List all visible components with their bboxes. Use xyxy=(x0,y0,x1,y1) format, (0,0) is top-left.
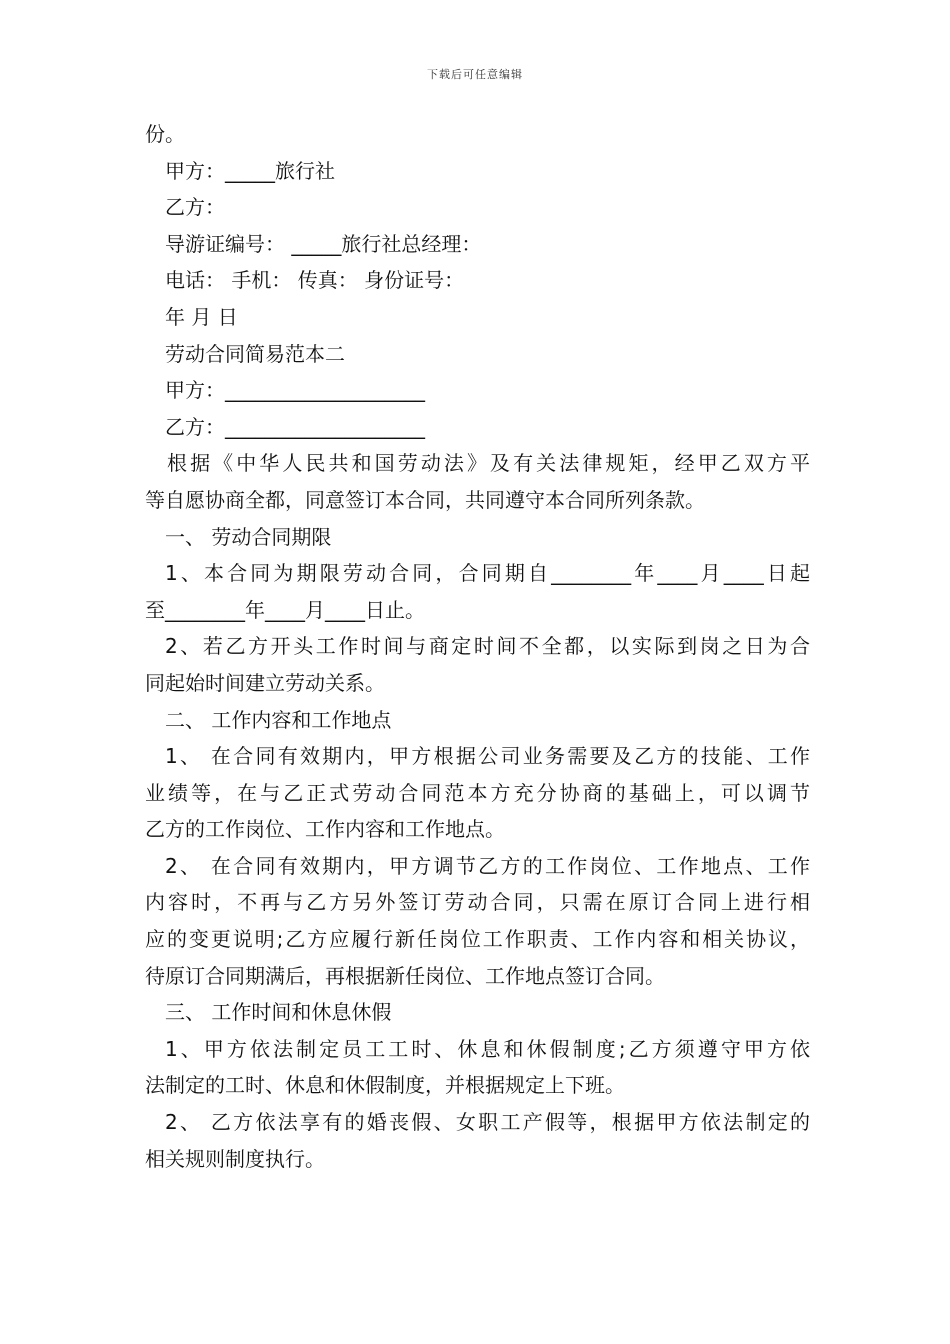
paragraph-line: 导游证编号： _____旅行社总经理： xyxy=(165,231,482,256)
page-header-note: 下载后可任意编辑 xyxy=(427,68,523,81)
paragraph-line: 乙方：____________________ xyxy=(165,414,425,439)
paragraph-line: 1、本合同为期限劳动合同，合同期自________年____月____日起 xyxy=(165,561,810,586)
paragraph-line: 1、甲方依法制定员工工时、休息和休假制度;乙方须遵守甲方依 xyxy=(165,1036,810,1061)
paragraph-line: 业绩等，在与乙正式劳动合同范本方充分协商的基础上，可以调节 xyxy=(145,780,810,805)
paragraph-line: 根据《中华人民共和国劳动法》及有关法律规矩，经甲乙双方平 xyxy=(167,451,810,476)
paragraph-line: 内容时，不再与乙方另外签订劳动合同，只需在原订合同上进行相 xyxy=(145,890,810,915)
paragraph-line: 甲方：____________________ xyxy=(165,378,425,403)
paragraph-line: 年 月 日 xyxy=(165,304,238,329)
paragraph-line: 等自愿协商全都，同意签订本合同，共同遵守本合同所列条款。 xyxy=(145,487,705,512)
paragraph-line: 二、 工作内容和工作地点 xyxy=(165,707,392,732)
paragraph-line: 电话： 手机： 传真： 身份证号： xyxy=(165,268,465,293)
paragraph-line: 待原订合同期满后，再根据新任岗位、工作地点签订合同。 xyxy=(145,963,665,988)
paragraph-line: 同起始时间建立劳动关系。 xyxy=(145,670,385,695)
paragraph-line: 份。 xyxy=(145,122,185,146)
paragraph-line: 一、 劳动合同期限 xyxy=(165,524,332,549)
paragraph-line: 甲方：_____旅行社 xyxy=(165,158,335,183)
paragraph-line: 2、 乙方依法享有的婚丧假、女职工产假等，根据甲方依法制定的 xyxy=(165,1110,810,1135)
paragraph-line: 乙方： xyxy=(165,195,225,220)
document-body xyxy=(145,116,810,1177)
paragraph-line: 法制定的工时、休息和休假制度，并根据规定上下班。 xyxy=(145,1073,625,1098)
paragraph-line: 乙方的工作岗位、工作内容和工作地点。 xyxy=(145,817,505,842)
paragraph-line: 至________年____月____日止。 xyxy=(145,597,425,622)
paragraph-line: 1、 在合同有效期内，甲方根据公司业务需要及乙方的技能、工作 xyxy=(165,744,810,769)
paragraph-line: 2、若乙方开头工作时间与商定时间不全都，以实际到岗之日为合 xyxy=(165,634,810,659)
paragraph-line: 相关规则制度执行。 xyxy=(145,1146,325,1171)
paragraph-line: 2、 在合同有效期内，甲方调节乙方的工作岗位、工作地点、工作 xyxy=(165,853,810,878)
paragraph-line: 劳动合同简易范本二 xyxy=(165,341,345,366)
paragraph-line: 三、 工作时间和休息休假 xyxy=(165,1000,392,1025)
paragraph-line: 应的变更说明;乙方应履行新任岗位工作职责、工作内容和相关协议， xyxy=(145,927,810,952)
